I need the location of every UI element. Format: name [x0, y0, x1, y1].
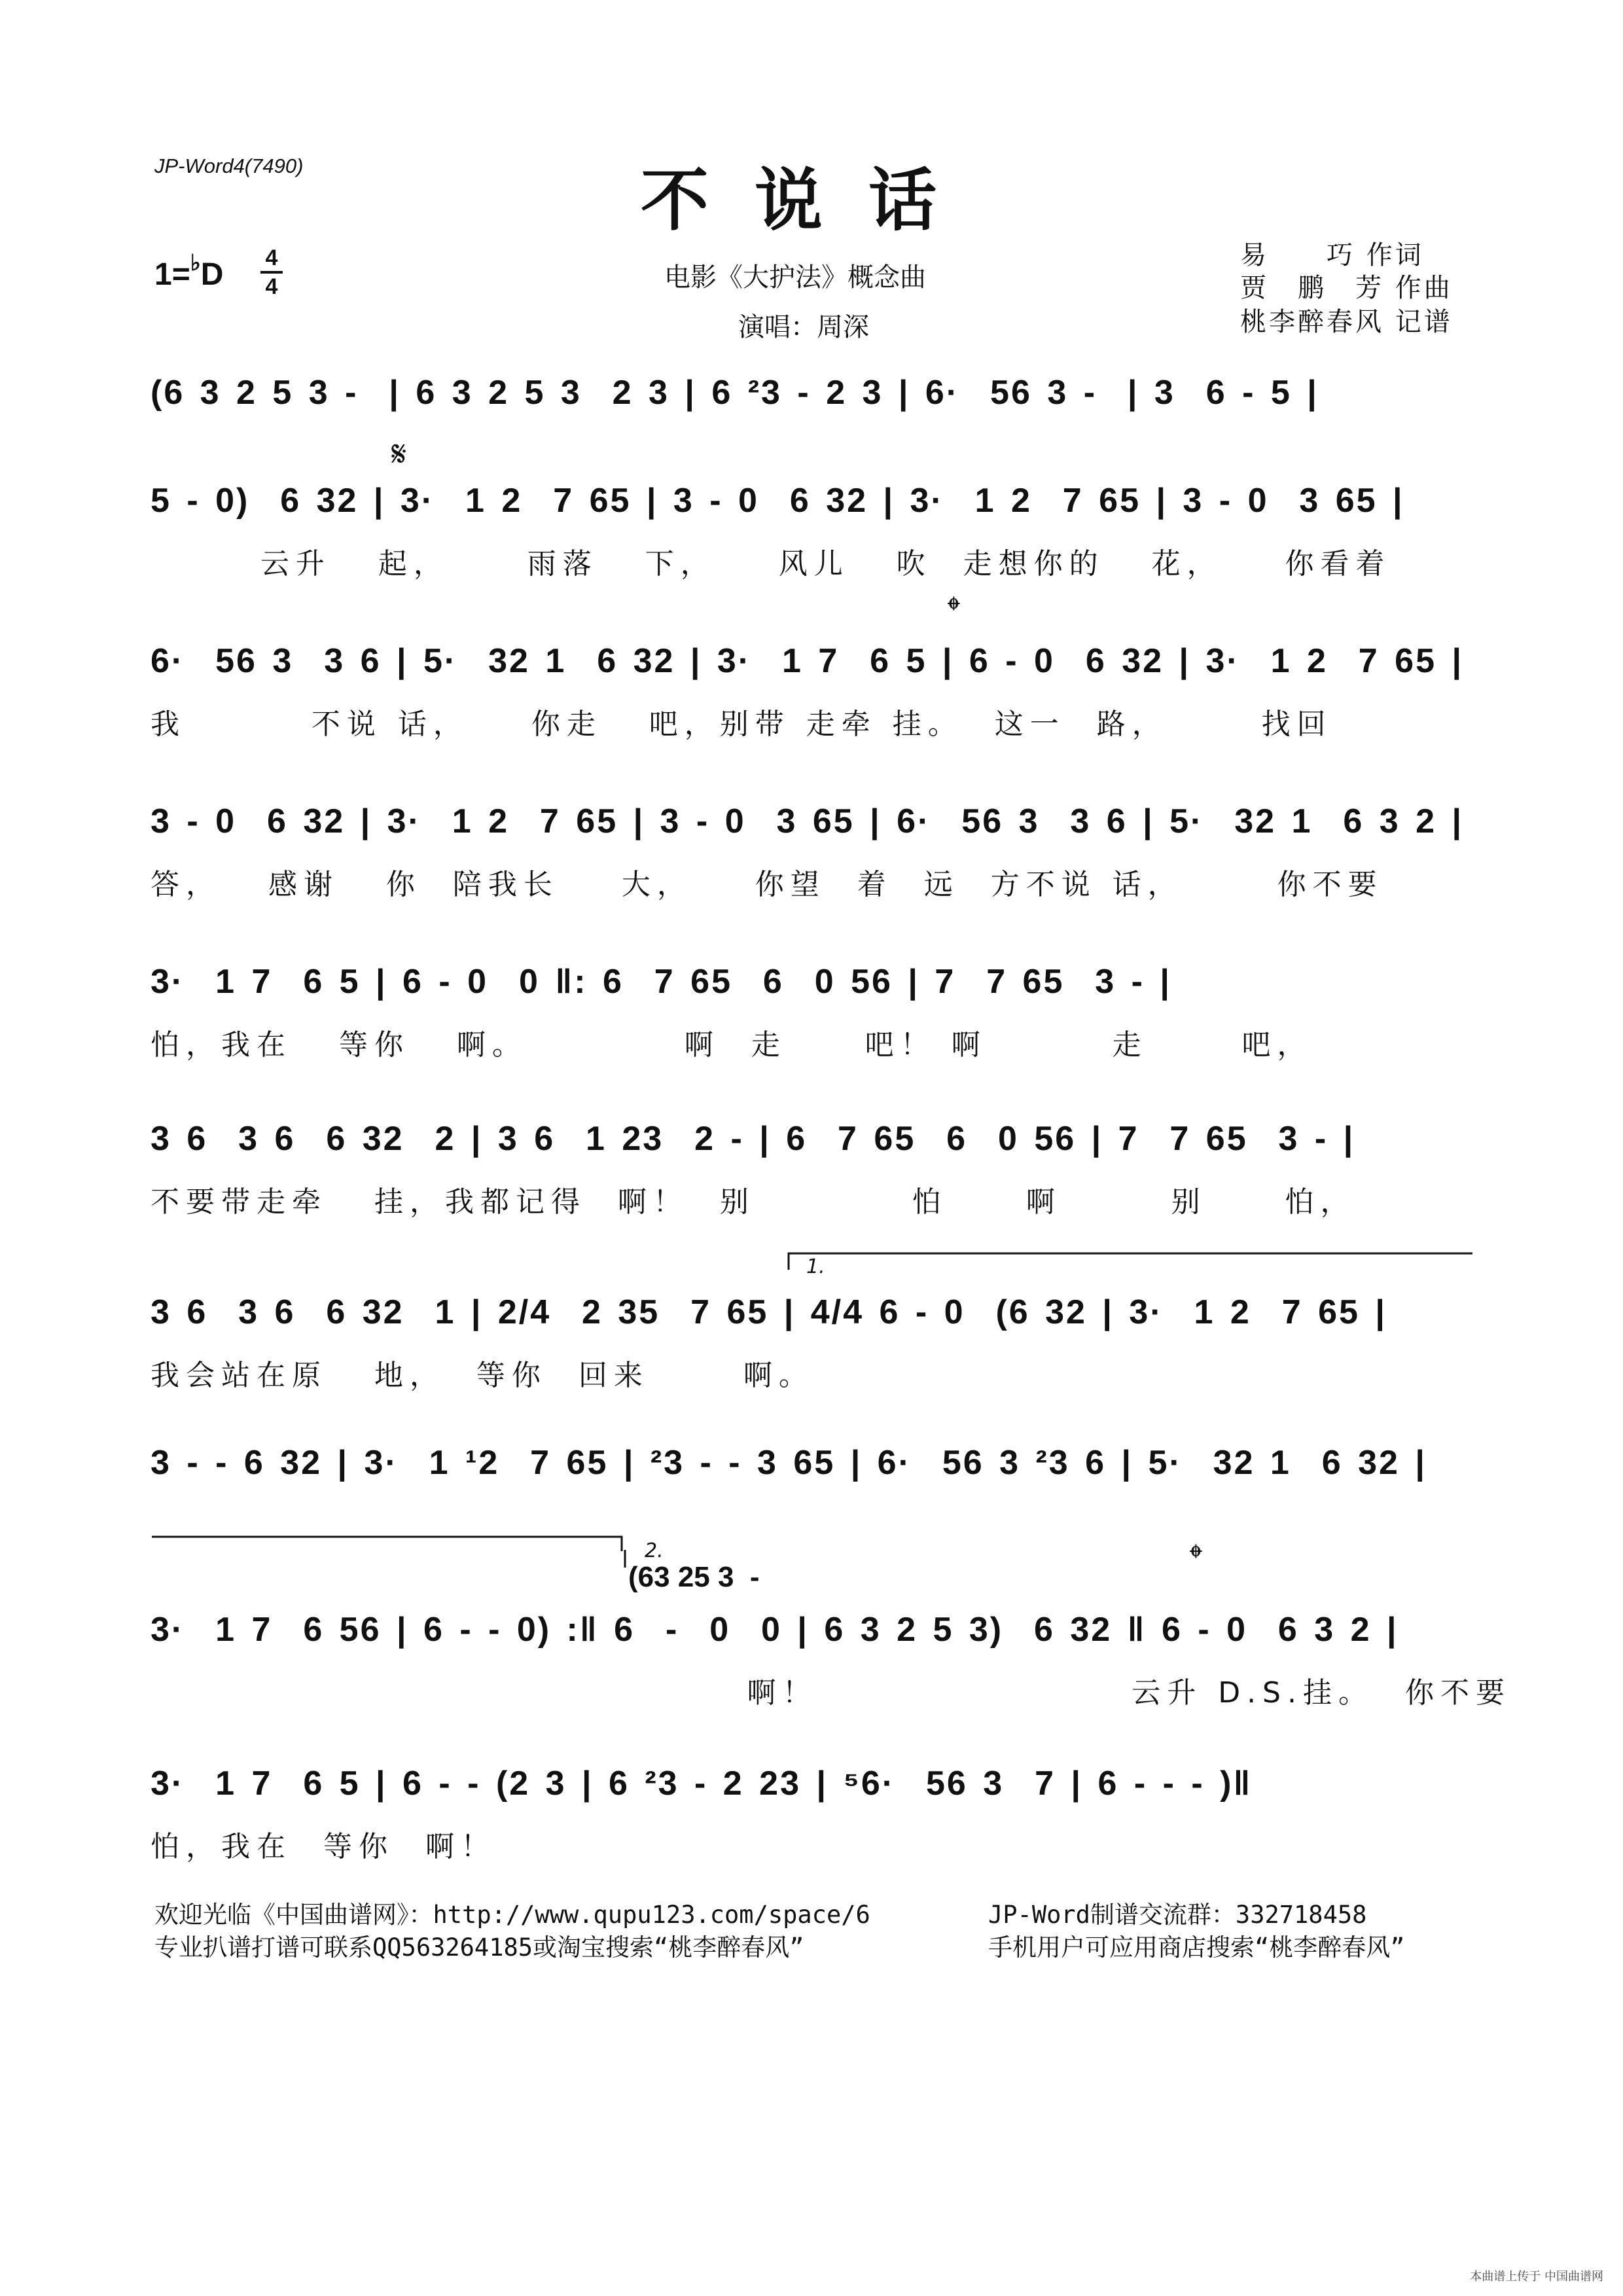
software-label: JP-Word4(7490)	[154, 154, 304, 177]
credit-lyricist: 易 巧 作词	[1240, 240, 1424, 270]
footer-right-2: 手机用户可应用商店搜索“桃李醉春风”	[988, 1933, 1405, 1962]
coda-icon-2: 𝄌	[1190, 1537, 1202, 1578]
singer: 演唱：周深	[738, 312, 869, 342]
credit-composer: 贾 鹏 芳 作曲	[1240, 273, 1453, 303]
volta-2-notes: (63 25 3 -	[628, 1561, 760, 1593]
footer-left-2: 专业扒谱打谱可联系QQ563264185或淘宝搜索“桃李醉春风”	[154, 1933, 804, 1962]
key-note: D	[200, 257, 224, 292]
volta-1-label: 1.	[806, 1255, 825, 1278]
lyrics: 答， 感谢 你 陪我长 大， 你望 着 远 方不说 话， 你不要	[151, 868, 1383, 901]
volta-2-label: 2.	[645, 1539, 664, 1562]
footer-left-1: 欢迎光临《中国曲谱网》：http://www.qupu123.com/space/6	[154, 1901, 870, 1929]
notes: 3· 1 7 6 5 | 6 - 0 0 ‖: 6 7 65 6 0 56 | 7 7 65 3 - |	[151, 963, 1171, 1001]
lyrics: 我 不说 话， 你走 吧，别带 走牵 挂。 这一 路， 找回	[151, 708, 1332, 741]
segno-icon: 𝄋	[391, 433, 407, 475]
coda-icon: 𝄌	[948, 589, 960, 630]
song-title: 不说话	[640, 160, 982, 240]
credit-transcriber: 桃李醉春风 记谱	[1240, 307, 1453, 337]
lyrics: 我会站在原 地， 等你 回来 啊。	[151, 1359, 814, 1392]
notes: 3· 1 7 6 5 | 6 - - (2 3 | 6 ²3 - 2 23 | ⁵6· 56 3 7 | 6 - - - )‖	[151, 1765, 1253, 1803]
notes: (6 3 2 5 3 - | 6 3 2 5 3 2 3 | 6 ²3 - 2 3 | 6· 56 3 - | 3 6 - 5 |	[151, 374, 1319, 412]
notes: 5 - 0) 6 32 | 3· 1 2 7 65 | 3 - 0 6 32 | 3· 1 2 7 65 | 3 - 0 3 65 |	[151, 482, 1404, 520]
flat-sign: ♭	[190, 251, 201, 276]
footer-right-1: JP-Word制谱交流群：332718458	[988, 1901, 1367, 1929]
notes: 3 6 3 6 6 32 1 | 2/4 2 35 7 65 | 4/4 6 - 0 (6 32 | 3· 1 2 7 65 |	[151, 1293, 1387, 1331]
notes: 6· 56 3 3 6 | 5· 32 1 6 32 | 3· 1 7 6 5 | 6 - 0 6 32 | 3· 1 2 7 65 |	[151, 642, 1463, 680]
time-bottom: 4	[265, 274, 278, 299]
site-watermark: 本曲谱上传于 中国曲谱网	[1470, 2270, 1603, 2284]
notes: 3 6 3 6 6 32 2 | 3 6 1 23 2 - | 6 7 65 6 0 56 | 7 7 65 3 - |	[151, 1120, 1355, 1158]
lyrics: 怕，我在 等你 啊。 啊 走 吧！ 啊 走 吧，	[151, 1028, 1313, 1062]
lyrics: 怕，我在 等你 啊！	[151, 1830, 496, 1863]
lyrics: 啊！ 云升 D.S.挂。 你不要	[151, 1676, 1511, 1710]
time-top: 4	[265, 245, 278, 270]
key-prefix: 1=	[154, 257, 190, 292]
lyrics: 不要带走牵 挂，我都记得 啊！ 别 怕 啊 别 怕，	[151, 1185, 1356, 1219]
notes: 3 - 0 6 32 | 3· 1 2 7 65 | 3 - 0 3 65 | 6· 56 3 3 6 | 5· 32 1 6 3 2 |	[151, 802, 1463, 840]
subtitle: 电影《大护法》概念曲	[664, 262, 926, 293]
lyrics: 云升 起， 雨落 下， 风儿 吹 走想你的 花， 你看着	[151, 547, 1391, 581]
notes: 3· 1 7 6 56 | 6 - - 0) :‖ 6 - 0 0 | 6 3 2 5 3) 6 32 ‖ 6 - 0 6 3 2 |	[151, 1611, 1399, 1649]
notes: 3 - - 6 32 | 3· 1 ¹2 7 65 | ²3 - - 3 65 | 6· 56 3 ²3 6 | 5· 32 1 6 32 |	[151, 1444, 1427, 1482]
